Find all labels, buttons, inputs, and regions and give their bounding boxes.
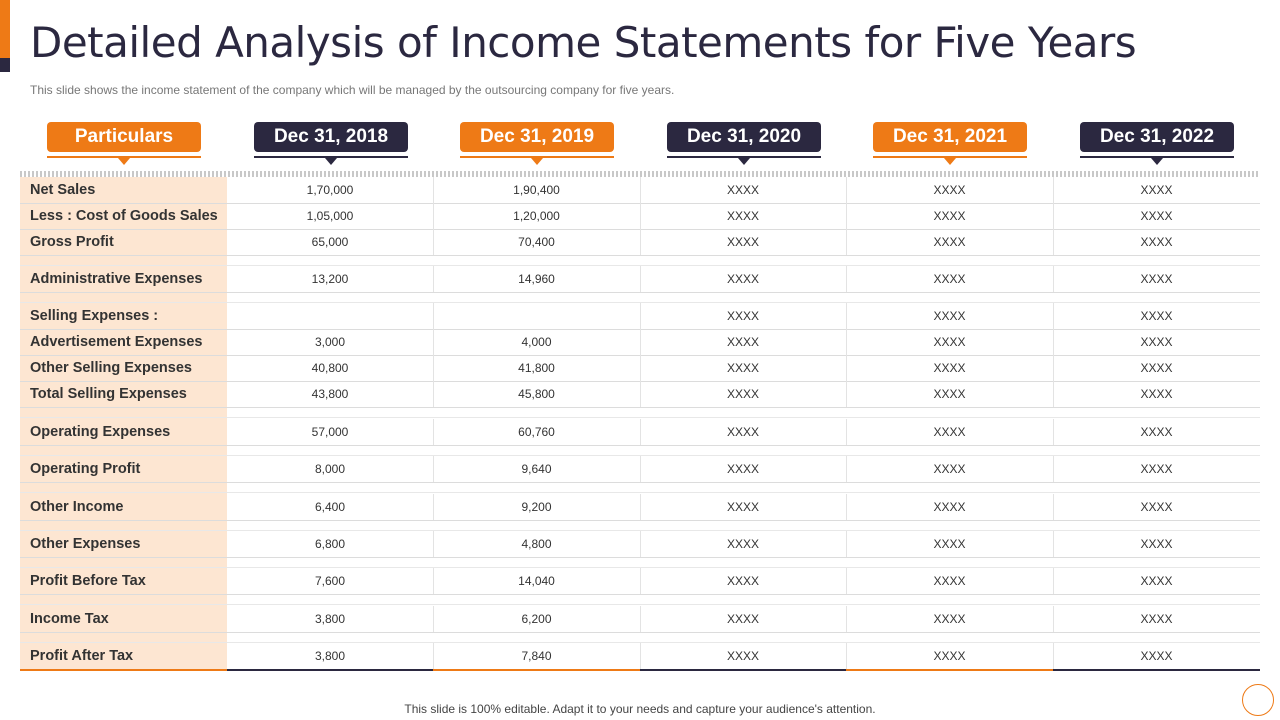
column-separator	[846, 203, 847, 229]
corner-circle-decoration	[1242, 684, 1274, 716]
table-cell: XXXX	[726, 387, 759, 401]
table-cell: XXXX	[1140, 574, 1173, 588]
header-pointer-icon	[118, 158, 130, 165]
table-cell: XXXX	[726, 335, 759, 349]
table-row	[20, 329, 1260, 356]
accent-bar-dark	[0, 58, 10, 72]
table-cell: 70,400	[518, 235, 555, 249]
table-cell: 14,960	[518, 272, 555, 286]
table-cell: XXXX	[933, 209, 966, 223]
table-cell: XXXX	[933, 649, 966, 663]
column-separator	[640, 419, 641, 445]
column-separator	[433, 266, 434, 292]
table-cell: 40,800	[311, 361, 349, 375]
header-label: Dec 31, 2019	[460, 122, 614, 152]
column-separator	[846, 355, 847, 381]
table-cell: XXXX	[933, 500, 966, 514]
table-cell: 1,05,000	[306, 209, 354, 223]
table-row	[20, 355, 1260, 382]
row-label: Profit After Tax	[30, 648, 134, 664]
table-cell: XXXX	[1140, 462, 1173, 476]
header-pointer-icon	[325, 158, 337, 165]
column-separator	[846, 494, 847, 520]
column-separator	[1053, 419, 1054, 445]
table-cell: 9,640	[521, 462, 552, 476]
column-bottom-line	[227, 669, 433, 671]
header-pointer-icon	[738, 158, 750, 165]
column-separator	[433, 456, 434, 482]
table-cell: XXXX	[1140, 612, 1173, 626]
column-separator	[640, 606, 641, 632]
column-separator	[1053, 643, 1054, 669]
column-separator	[640, 355, 641, 381]
header-pointer-icon	[531, 158, 543, 165]
table-cell: XXXX	[726, 537, 759, 551]
table-cell: 43,800	[311, 387, 349, 401]
column-separator	[846, 303, 847, 329]
table-cell: 8,000	[314, 462, 346, 476]
table-row	[20, 494, 1260, 521]
table-cell: XXXX	[933, 387, 966, 401]
table-row	[20, 381, 1260, 408]
column-separator	[433, 329, 434, 355]
column-separator	[846, 229, 847, 255]
table-cell: XXXX	[1140, 335, 1173, 349]
table-cell: XXXX	[726, 612, 759, 626]
header-particulars	[20, 122, 226, 162]
column-separator	[433, 381, 434, 407]
table-cell: 7,840	[521, 649, 552, 663]
table-cell: XXXX	[1140, 649, 1173, 663]
column-separator	[1053, 329, 1054, 355]
table-cell: XXXX	[933, 537, 966, 551]
header-label: Particulars	[47, 122, 201, 152]
column-separator	[640, 203, 641, 229]
column-separator	[640, 531, 641, 557]
table-cell: XXXX	[933, 462, 966, 476]
table-cell: XXXX	[726, 309, 759, 323]
table-cell: 14,040	[518, 574, 555, 588]
table-cell: XXXX	[726, 272, 759, 286]
column-separator	[1053, 355, 1054, 381]
table-cell: 4,000	[521, 335, 552, 349]
table-cell: XXXX	[1140, 425, 1173, 439]
table-cell: XXXX	[726, 235, 759, 249]
row-spacer	[20, 417, 1260, 418]
table-cell: XXXX	[1140, 183, 1173, 197]
table-cell: 45,800	[518, 387, 555, 401]
column-separator	[846, 329, 847, 355]
column-separator	[846, 568, 847, 594]
header-pointer-icon	[1151, 158, 1163, 165]
row-label: Total Selling Expenses	[30, 386, 187, 402]
accent-bar	[0, 0, 10, 58]
table-cell: XXXX	[1140, 537, 1173, 551]
table-row	[20, 531, 1260, 558]
table-cell: 1,90,400	[513, 183, 560, 197]
table-cell: XXXX	[1140, 361, 1173, 375]
row-label: Operating Profit	[30, 461, 141, 477]
table-cell: 1,20,000	[513, 209, 560, 223]
table-row	[20, 643, 1260, 670]
row-label: Selling Expenses :	[30, 308, 159, 324]
column-separator	[433, 177, 434, 203]
table-cell: XXXX	[1140, 235, 1173, 249]
row-label: Net Sales	[30, 182, 96, 198]
table-cell: XXXX	[726, 183, 759, 197]
header-year-2	[433, 122, 639, 162]
table-cell: 6,200	[521, 612, 552, 626]
table-row	[20, 419, 1260, 446]
page-title: Detailed Analysis of Income Statements for Five Years	[30, 18, 1137, 67]
table-cell: 65,000	[311, 235, 349, 249]
row-label: Other Expenses	[30, 536, 141, 552]
table-cell: XXXX	[933, 309, 966, 323]
row-spacer	[20, 492, 1260, 493]
table-row	[20, 568, 1260, 595]
header-pointer-icon	[944, 158, 956, 165]
column-separator	[1053, 303, 1054, 329]
column-separator	[1053, 203, 1054, 229]
table-cell	[433, 303, 640, 329]
column-separator	[640, 266, 641, 292]
column-separator	[433, 494, 434, 520]
column-bottom-line	[640, 669, 846, 671]
table-cell: 60,760	[518, 425, 555, 439]
column-separator	[640, 568, 641, 594]
table-cell: XXXX	[726, 500, 759, 514]
column-separator	[433, 229, 434, 255]
column-separator	[640, 456, 641, 482]
column-separator	[846, 266, 847, 292]
table-cell: XXXX	[726, 209, 759, 223]
table-cell: 41,800	[518, 361, 555, 375]
table-cell: 3,000	[314, 335, 346, 349]
table-cell: XXXX	[1140, 272, 1173, 286]
table-row	[20, 456, 1260, 483]
header-label: Dec 31, 2018	[254, 122, 408, 152]
column-separator	[1053, 606, 1054, 632]
column-separator	[433, 419, 434, 445]
table-cell: XXXX	[933, 612, 966, 626]
header-year-3	[640, 122, 846, 162]
column-separator	[846, 531, 847, 557]
column-bottom-line	[846, 669, 1053, 671]
column-separator	[846, 419, 847, 445]
column-separator	[433, 355, 434, 381]
row-label: Administrative Expenses	[30, 271, 203, 287]
table-cell: XXXX	[933, 235, 966, 249]
row-label: Operating Expenses	[30, 424, 171, 440]
table-cell: 1,70,000	[306, 183, 354, 197]
header-year-5	[1053, 122, 1259, 162]
table-row	[20, 303, 1260, 330]
header-year-1	[227, 122, 433, 162]
table-cell: XXXX	[933, 361, 966, 375]
column-bottom-line	[433, 669, 640, 671]
table-cell: XXXX	[1140, 309, 1173, 323]
column-separator	[846, 456, 847, 482]
row-label: Other Selling Expenses	[30, 360, 192, 376]
table-row	[20, 606, 1260, 633]
table-cell: XXXX	[726, 425, 759, 439]
table-cell: XXXX	[933, 335, 966, 349]
table-row	[20, 229, 1260, 256]
table-cell: 3,800	[314, 612, 346, 626]
table-cell: XXXX	[933, 574, 966, 588]
column-separator	[1053, 456, 1054, 482]
table-row	[20, 266, 1260, 293]
table-cell: 7,600	[314, 574, 346, 588]
column-separator	[640, 177, 641, 203]
header-label: Dec 31, 2021	[873, 122, 1027, 152]
column-separator	[1053, 568, 1054, 594]
table-cell: XXXX	[726, 649, 759, 663]
page-subtitle: This slide shows the income statement of the company which will be managed by the outsourcing company for five years.	[30, 83, 675, 97]
column-separator	[640, 643, 641, 669]
column-separator	[1053, 177, 1054, 203]
table-cell: XXXX	[1140, 209, 1173, 223]
table-cell: 57,000	[311, 425, 349, 439]
column-separator	[1053, 266, 1054, 292]
table-cell	[227, 303, 433, 329]
column-separator	[433, 606, 434, 632]
table-cell: XXXX	[933, 425, 966, 439]
table-cell: 13,200	[311, 272, 349, 286]
table-cell: XXXX	[1140, 500, 1173, 514]
table-cell: 3,800	[314, 649, 346, 663]
column-separator	[1053, 229, 1054, 255]
row-label: Profit Before Tax	[30, 573, 146, 589]
table-cell: 6,800	[314, 537, 346, 551]
header-year-4	[846, 122, 1052, 162]
table-cell: XXXX	[726, 574, 759, 588]
column-separator	[433, 303, 434, 329]
header-label: Dec 31, 2020	[667, 122, 821, 152]
column-separator	[846, 177, 847, 203]
column-separator	[640, 229, 641, 255]
column-separator	[1053, 381, 1054, 407]
row-spacer	[20, 604, 1260, 605]
income-statement-table	[20, 177, 1260, 670]
table-cell: 4,800	[521, 537, 552, 551]
column-separator	[846, 381, 847, 407]
table-cell: 9,200	[521, 500, 552, 514]
row-label: Income Tax	[30, 611, 109, 627]
column-separator	[846, 643, 847, 669]
table-row	[20, 177, 1260, 204]
header-label: Dec 31, 2022	[1080, 122, 1234, 152]
row-label: Other Income	[30, 499, 124, 515]
column-separator	[433, 203, 434, 229]
column-headers	[20, 122, 1260, 162]
table-cell: XXXX	[933, 272, 966, 286]
column-bottom-line	[1053, 669, 1260, 671]
footer-note: This slide is 100% editable. Adapt it to your needs and capture your audience's attention.	[404, 702, 876, 716]
column-separator	[640, 329, 641, 355]
table-cell: 6,400	[314, 500, 346, 514]
column-separator	[1053, 494, 1054, 520]
column-separator	[640, 303, 641, 329]
table-cell: XXXX	[726, 462, 759, 476]
column-separator	[433, 568, 434, 594]
row-label: Gross Profit	[30, 234, 114, 250]
column-separator	[640, 381, 641, 407]
table-row	[20, 203, 1260, 230]
column-bottom-line	[20, 669, 227, 671]
row-label: Advertisement Expenses	[30, 334, 203, 350]
column-separator	[1053, 531, 1054, 557]
column-separator	[433, 531, 434, 557]
row-label: Less : Cost of Goods Sales	[30, 208, 218, 224]
table-cell: XXXX	[726, 361, 759, 375]
column-separator	[846, 606, 847, 632]
table-cell: XXXX	[933, 183, 966, 197]
table-cell: XXXX	[1140, 387, 1173, 401]
column-separator	[640, 494, 641, 520]
column-separator	[433, 643, 434, 669]
